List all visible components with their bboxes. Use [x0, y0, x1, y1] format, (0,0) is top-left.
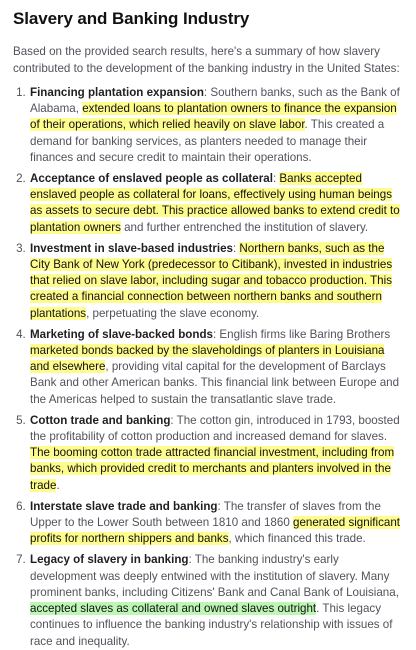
summary-list	[13, 85, 404, 650]
item-text: : The cotton gin, introduced in 1793, boosted the profitability of cotton production and increased demand for slaves.	[30, 413, 400, 444]
item-text: , perpetuating the slave economy.	[86, 306, 260, 320]
item-text: , providing vital capital for the development of Barclays Bank and other American banks. This financial link between Europe and the Americas helped to sustain the transatlantic slave trade.	[30, 360, 400, 406]
item-term: Investment in slave-based industries	[30, 241, 233, 255]
highlighted-text: accepted slaves as collateral and owned slaves outright	[30, 602, 317, 616]
item-text: :	[272, 172, 280, 186]
list-item	[29, 241, 404, 322]
item-text: .	[56, 478, 60, 492]
highlighted-text: The booming cotton trade attracted financial investment, including from banks, which provided credit to merchants and planters involved in the trade	[30, 446, 395, 492]
intro-paragraph: Based on the provided search results, here's a summary of how slavery contributed to the development of the banking industry in the United States:	[13, 45, 400, 75]
list-item	[29, 499, 404, 548]
item-term: Cotton trade and banking	[30, 413, 171, 427]
item-text: , which financed this trade.	[228, 532, 366, 546]
item-text: : The banking industry's early development was deeply entwined with the institution of slavery. Many prominent banks, including Citizens' Bank and Canal Bank of Louisiana,	[30, 553, 399, 599]
list-item	[29, 327, 404, 408]
item-text: and further entrenched the institution of slavery.	[120, 220, 369, 234]
list-item	[29, 552, 404, 649]
highlighted-text: generated significant profits for northern shippers and banks	[30, 516, 400, 546]
item-text: . This legacy continues to influence the banking industry's relationship with issues of race and inequality.	[30, 602, 393, 648]
item-term: Financing plantation expansion	[30, 86, 204, 99]
highlighted-text: marketed bonds backed by the slaveholdings of planters in Louisiana and elsewhere	[30, 344, 385, 374]
list-item	[29, 413, 404, 494]
item-term: Interstate slave trade and banking	[30, 499, 218, 513]
item-term: Marketing of slave-backed bonds	[30, 327, 213, 341]
highlighted-text: Northern banks, such as the City Bank of New York (predecessor to Citibank), invested in industries that relied on slave labor, including sugar and tobacco production. This created a financial connection between northern banks and southern plantations	[30, 241, 393, 320]
list-item	[29, 171, 404, 236]
highlighted-text: Banks accepted enslaved people as collateral for loans, effectively using human beings as assets to secure debt. This practice allowed banks to extend credit to plantation owners	[30, 172, 400, 234]
item-text: : English firms like Baring Brothers	[212, 327, 391, 341]
item-term: Legacy of slavery in banking	[30, 553, 189, 567]
item-text: : Southern banks, such as the Bank of Alabama,	[30, 86, 400, 116]
item-text: : The transfer of slaves from the Upper to the Lower South between 1810 and 1860	[30, 499, 381, 530]
list-item	[29, 85, 404, 166]
item-term: Acceptance of enslaved people as collateral	[30, 172, 273, 186]
item-text: . This created a demand for banking services, as planters needed to manage their finances and secure credit to maintain their operations.	[30, 118, 385, 164]
page-title: Slavery and Banking Industry	[13, 9, 250, 28]
item-text: :	[232, 241, 240, 255]
highlighted-text: extended loans to plantation owners to finance the expansion of their operations, which relied heavily on slave labor	[30, 102, 397, 132]
